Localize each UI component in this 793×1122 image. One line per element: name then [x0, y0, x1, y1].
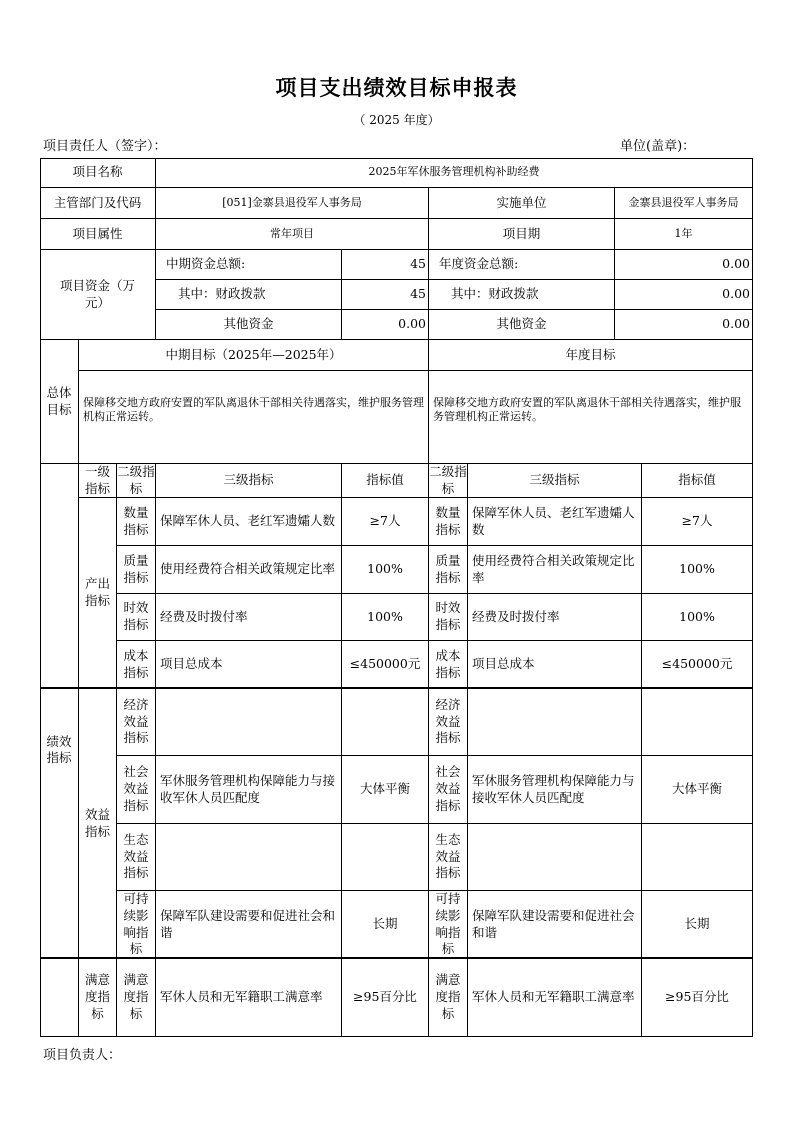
indicator-value-mid: ≤450000元 — [342, 641, 429, 689]
indicator-value-year: ≥95百分比 — [642, 959, 753, 1037]
indicator-level2-year: 生态效益指标 — [429, 824, 468, 891]
year-other-value: 0.00 — [615, 310, 753, 340]
indicator-level2-mid: 生态效益指标 — [117, 824, 156, 891]
indicator-value-mid: ≥7人 — [342, 498, 429, 546]
year-label: （ 2025 年度） — [353, 113, 440, 127]
indicator-level3-year — [468, 689, 642, 756]
indicator-level3-mid — [156, 824, 342, 891]
indicator-value-year: 长期 — [642, 891, 753, 959]
indicator-value-mid: 100% — [342, 594, 429, 641]
responsible-signature-label: 项目责任人（签字）： — [43, 139, 167, 154]
indicator-value-year: 大体平衡 — [642, 756, 753, 824]
year-other-label: 其他资金 — [429, 310, 615, 340]
year-total-label: 年度资金总额: — [429, 250, 615, 280]
indicator-value-mid: 大体平衡 — [342, 756, 429, 824]
indicator-value-mid: 长期 — [342, 891, 429, 959]
impl-unit-label: 实施单位 — [429, 188, 615, 219]
overall-goal-label: 总体目标 — [40, 340, 79, 464]
indicator-level3-mid: 保障军休人员、老红军遗孀人数 — [156, 498, 342, 546]
indicator-value-year — [642, 824, 753, 891]
satisfaction-indicator-label: 满意度指标 — [79, 959, 117, 1037]
mid-other-value: 0.00 — [342, 310, 429, 340]
indicator-level3-mid: 保障军队建设需要和促进社会和谐 — [156, 891, 342, 959]
indicator-level3-year — [468, 824, 642, 891]
indicator-level2-year: 成本指标 — [429, 641, 468, 689]
indicator-level2-mid: 可持续影响指标 — [117, 891, 156, 959]
impl-unit-value: 金寨县退役军人事务局 — [615, 188, 753, 219]
mid-goal-text: 保障移交地方政府安置的军队离退休干部相关待遇落实，维护服务管理机构正常运转。 — [79, 371, 429, 464]
indicator-value-year: 100% — [642, 594, 753, 641]
period-value: 1年 — [615, 219, 753, 250]
indicator-level2-mid: 满意度指标 — [117, 959, 156, 1037]
indicator-level2-mid: 成本指标 — [117, 641, 156, 689]
indicator-level2-year: 可持续影响指标 — [429, 891, 468, 959]
header-level2-year: 二级指标 — [429, 464, 468, 498]
benefit-indicator-label: 效益指标 — [79, 689, 117, 959]
group-divider — [40, 687, 753, 689]
unit-seal-label: 单位(盖章)： — [620, 139, 696, 154]
mid-fiscal-value: 45 — [342, 280, 429, 310]
indicator-value-mid: 100% — [342, 546, 429, 594]
indicator-value-year: 100% — [642, 546, 753, 594]
period-label: 项目期 — [429, 219, 615, 250]
output-indicator-label: 产出指标 — [79, 498, 117, 689]
indicator-level2-year: 经济效益指标 — [429, 689, 468, 756]
dept-label: 主管部门及代码 — [40, 188, 156, 219]
indicator-level3-year: 项目总成本 — [468, 641, 642, 689]
performance-indicators-label: 绩效指标 — [40, 464, 79, 1037]
indicator-level3-mid: 经费及时拨付率 — [156, 594, 342, 641]
mid-goal-header: 中期目标（2025年—2025年） — [79, 340, 429, 371]
attr-label: 项目属性 — [40, 219, 156, 250]
indicator-value-mid — [342, 824, 429, 891]
project-leader-label: 项目负责人： — [43, 1048, 122, 1063]
header-value-year: 指标值 — [642, 464, 753, 498]
indicator-level2-mid: 时效指标 — [117, 594, 156, 641]
indicator-level3-year: 保障军休人员、老红军遗孀人数 — [468, 498, 642, 546]
dept-value: [051]金寨县退役军人事务局 — [156, 188, 429, 219]
indicator-level3-mid: 军休服务管理机构保障能力与接收军休人员匹配度 — [156, 756, 342, 824]
indicator-level3-year: 经费及时拨付率 — [468, 594, 642, 641]
indicator-level3-year: 使用经费符合相关政策规定比率 — [468, 546, 642, 594]
project-name-label: 项目名称 — [40, 158, 156, 188]
mid-fiscal-label: 其中：财政拨款 — [156, 280, 342, 310]
year-goal-text: 保障移交地方政府安置的军队离退休干部相关待遇落实，维护服务管理机构正常运转。 — [429, 371, 753, 464]
page-title: 项目支出绩效目标申报表 — [275, 75, 518, 100]
indicator-level3-mid: 项目总成本 — [156, 641, 342, 689]
year-fiscal-label: 其中：财政拨款 — [429, 280, 615, 310]
indicator-level3-year: 军休人员和无军籍职工满意率 — [468, 959, 642, 1037]
project-name-value: 2025年军休服务管理机构补助经费 — [156, 158, 753, 188]
header-level2-mid: 二级指标 — [117, 464, 156, 498]
mid-total-value: 45 — [342, 250, 429, 280]
indicator-level2-year: 时效指标 — [429, 594, 468, 641]
indicator-value-mid: ≥95百分比 — [342, 959, 429, 1037]
indicator-level2-mid: 数量指标 — [117, 498, 156, 546]
year-goal-header: 年度目标 — [429, 340, 753, 371]
indicator-value-year: ≥7人 — [642, 498, 753, 546]
attr-value: 常年项目 — [156, 219, 429, 250]
indicator-level3-mid: 使用经费符合相关政策规定比率 — [156, 546, 342, 594]
indicator-level2-year: 社会效益指标 — [429, 756, 468, 824]
indicator-level3-mid: 军休人员和无军籍职工满意率 — [156, 959, 342, 1037]
indicator-level2-year: 质量指标 — [429, 546, 468, 594]
year-fiscal-value: 0.00 — [615, 280, 753, 310]
header-level3-year: 三级指标 — [468, 464, 642, 498]
indicator-level2-year: 满意度指标 — [429, 959, 468, 1037]
funds-label: 项目资金（万元） — [40, 250, 156, 340]
mid-other-label: 其他资金 — [156, 310, 342, 340]
indicator-level3-year: 军休服务管理机构保障能力与接收军休人员匹配度 — [468, 756, 642, 824]
header-level1: 一级指标 — [79, 464, 117, 498]
year-total-value: 0.00 — [615, 250, 753, 280]
mid-total-label: 中期资金总额: — [156, 250, 342, 280]
group-divider — [40, 957, 753, 959]
indicator-level3-mid — [156, 689, 342, 756]
header-level3-mid: 三级指标 — [156, 464, 342, 498]
indicator-level2-mid: 社会效益指标 — [117, 756, 156, 824]
indicator-level2-year: 数量指标 — [429, 498, 468, 546]
header-value-mid: 指标值 — [342, 464, 429, 498]
indicator-value-mid — [342, 689, 429, 756]
indicator-level3-year: 保障军队建设需要和促进社会和谐 — [468, 891, 642, 959]
indicator-level2-mid: 经济效益指标 — [117, 689, 156, 756]
indicator-value-year: ≤450000元 — [642, 641, 753, 689]
indicator-value-year — [642, 689, 753, 756]
indicator-level2-mid: 质量指标 — [117, 546, 156, 594]
